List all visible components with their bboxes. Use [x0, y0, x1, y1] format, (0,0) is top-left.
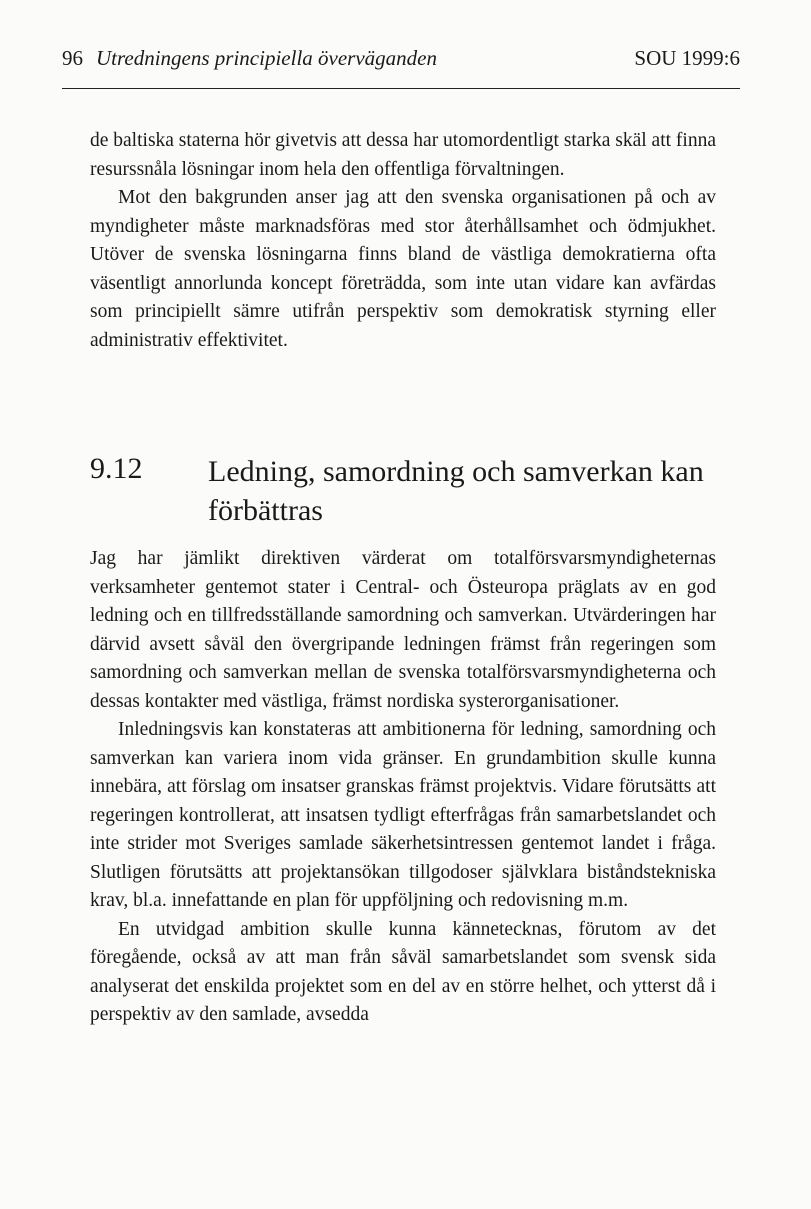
page-number: 96 [62, 46, 83, 70]
paragraph: En utvidgad ambition skulle kunna kännetecknas, förutom av det föregående, också av att man från såväl samarbetslandet som svensk sida analyserat det enskilda projektet som en del av en större helhet, och ytterst då i perspektiv av den samlade, avsedda [90, 918, 716, 1025]
series-label: SOU 1999:6 [634, 46, 740, 70]
header-rule [62, 88, 740, 89]
running-title: Utredningens principiella överväganden [96, 46, 437, 70]
paragraph: Mot den bakgrunden anser jag att den svenska organisationen på och av myndigheter måste marknadsföras med stor återhållsamhet och ödmjukhet. Utöver de svenska lösningarna finns bland de västliga demokratierna ofta väsentligt annorlunda koncept företrädda, som inte utan vidare kan avfärdas som principiellt sämre utifrån perspektiv som demokratisk styrning eller administrativ effektivitet. [90, 187, 716, 351]
running-header [62, 46, 740, 82]
section-title: Ledning, samordning och samverkan kan förbättras [208, 455, 704, 527]
paragraph: de baltiska staterna hör givetvis att dessa har utomordentligt starka skäl att finna resurssnåla lösningar inom hela den offentliga förvaltningen. [90, 130, 716, 180]
paragraph: Jag har jämlikt direktiven värderat om totalförsvarsmyndigheternas verksamheter gentemot stater i Central- och Östeuropa präglats av en god ledning och en tillfredsställande samordning och samverkan. Utvärderingen har därvid avsett såväl den övergripande ledningen främst från regeringen som samordning och samverkan mellan de svenska totalförsvarsmyndigheterna och dessas kontakter med västliga, främst nordiska systerorganisationer. [90, 548, 716, 712]
paragraph: Inledningsvis kan konstateras att ambitionerna för ledning, samordning och samverkan kan variera inom vida gränser. En grundambition skulle kunna innebära, att förslag om insatser granskas främst projektvis. Vidare förutsätts att regeringen kontrollerat, att insatsen tydligt efterfrågas från samarbetslandet och inte strider mot Sveriges samlade säkerhetsintressen gentemot landet i fråga. Slutligen förutsätts att projektansökan tillgodoser självklara biståndstekniska krav, bl.a. innefattande en plan för uppföljning och redovisning m.m. [90, 719, 716, 911]
section-number: 9.12 [90, 452, 143, 485]
intro-text [90, 127, 716, 355]
section-text [90, 545, 716, 1030]
